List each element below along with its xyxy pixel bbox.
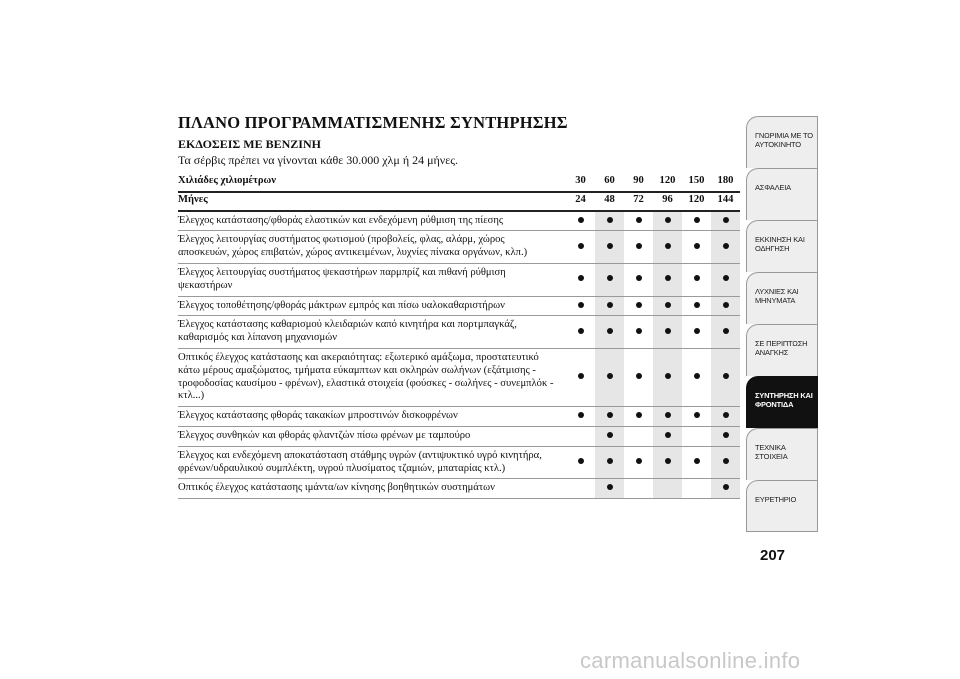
bullet-icon xyxy=(578,243,584,249)
bullet-icon xyxy=(578,328,584,334)
bullet-icon xyxy=(607,275,613,281)
header-value: 30 xyxy=(575,175,586,186)
bullet-icon xyxy=(665,328,671,334)
header-label: Χιλιάδες χιλιομέτρων xyxy=(178,175,277,186)
interval-cell xyxy=(653,296,682,316)
row-description: Έλεγχος λειτουργίας συστήματος φωτισμού (προβολείς, φλας, αλάρμ, χώρος αποσκευών, χώρος επιβατών, χώρος αντικειμένων, λυχνίες πίνακα οργάνων, κλπ.) xyxy=(178,234,528,259)
interval-cell xyxy=(595,231,624,264)
row-description: Οπτικός έλεγχος κατάστασης ιμάντα/ων κίνησης βοηθητικών συστημάτων xyxy=(178,482,495,494)
interval-cell xyxy=(624,479,653,499)
row-description: Οπτικός έλεγχος κατάστασης και ακεραιότητας: εξωτερικό αμάξωμα, προστατευτικό κάτω μέρους αμαξώματος, τμήματα εύκαμπτων και σκληρών σωλήνων (εξάτμισης - τροφοδοσίας καυσίμου - φρένων), ελαστικά στοιχεία (φούσκες - σωλήνες - συνεμπλόκ - κτλ...) xyxy=(178,351,554,402)
interval-cell xyxy=(566,348,595,406)
interval-cell xyxy=(566,479,595,499)
bullet-icon xyxy=(723,458,729,464)
table-header-row xyxy=(178,192,740,211)
chapter-tab[interactable]: ΣΥΝΤΗΡΗΣΗ ΚΑΙ ΦΡΟΝΤΙΔΑ xyxy=(746,376,818,428)
interval-cell xyxy=(682,479,711,499)
chapter-tab[interactable]: ΓΝΩΡΙΜΙΑ ΜΕ ΤΟ ΑΥΤΟΚΙΝΗΤΟ xyxy=(746,116,818,168)
table-row xyxy=(178,426,740,446)
bullet-icon xyxy=(607,412,613,418)
bullet-icon xyxy=(694,302,700,308)
bullet-icon xyxy=(665,302,671,308)
bullet-icon xyxy=(607,458,613,464)
table-row xyxy=(178,479,740,499)
bullet-icon xyxy=(607,217,613,223)
header-value: 90 xyxy=(633,175,644,186)
interval-cell xyxy=(566,296,595,316)
interval-cell xyxy=(595,296,624,316)
bullet-icon xyxy=(665,275,671,281)
interval-cell xyxy=(653,316,682,349)
header-value: 150 xyxy=(688,175,705,186)
interval-cell xyxy=(653,446,682,479)
bullet-icon xyxy=(636,458,642,464)
header-value: 24 xyxy=(575,193,586,205)
bullet-icon xyxy=(723,275,729,281)
interval-cell xyxy=(624,211,653,231)
table-row xyxy=(178,446,740,479)
interval-cell xyxy=(711,426,740,446)
bullet-icon xyxy=(665,432,671,438)
bullet-icon xyxy=(636,243,642,249)
table-row xyxy=(178,231,740,264)
table-header-row xyxy=(178,174,740,192)
interval-cell xyxy=(682,316,711,349)
interval-cell xyxy=(624,407,653,427)
table-row xyxy=(178,263,740,296)
chapter-tab[interactable]: ΛΥΧΝΙΕΣ ΚΑΙ ΜΗΝΥΜΑΤΑ xyxy=(746,272,818,324)
page-title: ΠΛΑΝΟ ΠΡΟΓΡΑΜΜΑΤΙΣΜΕΝΗΣ ΣΥΝΤΗΡΗΣΗΣ xyxy=(178,113,568,132)
interval-cell xyxy=(711,211,740,231)
interval-cell xyxy=(624,316,653,349)
chapter-tabs xyxy=(746,116,818,532)
bullet-icon xyxy=(578,373,584,379)
interval-cell xyxy=(624,263,653,296)
interval-cell xyxy=(566,426,595,446)
interval-cell xyxy=(595,479,624,499)
bullet-icon xyxy=(723,328,729,334)
interval-cell xyxy=(653,231,682,264)
header-value: 96 xyxy=(662,193,673,205)
bullet-icon xyxy=(694,275,700,281)
header-value: 72 xyxy=(633,193,644,205)
row-description: Έλεγχος κατάστασης φθοράς τακακίων μπροστινών δισκοφρένων xyxy=(178,410,458,422)
bullet-icon xyxy=(723,484,729,490)
bullet-icon xyxy=(578,217,584,223)
bullet-icon xyxy=(694,373,700,379)
interval-cell xyxy=(595,426,624,446)
interval-cell xyxy=(682,407,711,427)
interval-cell xyxy=(682,231,711,264)
row-description: Έλεγχος κατάστασης καθαρισμού κλειδαριών καπό κινητήρα και πορτμπαγκάζ, καθαρισμός και λίπανση μηχανισμών xyxy=(178,319,517,344)
interval-cell xyxy=(682,263,711,296)
interval-cell xyxy=(682,296,711,316)
table-row xyxy=(178,211,740,231)
interval-cell xyxy=(566,446,595,479)
interval-cell xyxy=(682,446,711,479)
interval-cell xyxy=(653,407,682,427)
bullet-icon xyxy=(636,412,642,418)
interval-cell xyxy=(711,316,740,349)
bullet-icon xyxy=(723,432,729,438)
interval-cell xyxy=(595,348,624,406)
bullet-icon xyxy=(665,412,671,418)
interval-cell xyxy=(653,211,682,231)
interval-cell xyxy=(566,407,595,427)
page-number: 207 xyxy=(760,547,786,564)
interval-cell xyxy=(624,426,653,446)
interval-cell xyxy=(595,407,624,427)
bullet-icon xyxy=(607,328,613,334)
table-row xyxy=(178,296,740,316)
bullet-icon xyxy=(578,275,584,281)
interval-cell xyxy=(624,446,653,479)
interval-cell xyxy=(711,479,740,499)
bullet-icon xyxy=(723,412,729,418)
interval-cell xyxy=(566,231,595,264)
header-value: 120 xyxy=(688,193,705,205)
chapter-tab[interactable]: ΣΕ ΠΕΡΙΠΤΩΣΗ ΑΝΑΓΚΗΣ xyxy=(746,324,818,376)
interval-cell xyxy=(682,211,711,231)
interval-cell xyxy=(711,348,740,406)
bullet-icon xyxy=(578,302,584,308)
bullet-icon xyxy=(694,412,700,418)
bullet-icon xyxy=(636,373,642,379)
chapter-tab[interactable]: ΕΚΚΙΝΗΣΗ ΚΑΙ ΟΔΗΓΗΣΗ xyxy=(746,220,818,272)
bullet-icon xyxy=(665,217,671,223)
chapter-tab[interactable]: ΤΕΧΝΙΚΑ ΣΤΟΙΧΕΙΑ xyxy=(746,428,818,480)
interval-cell xyxy=(653,348,682,406)
bullet-icon xyxy=(723,243,729,249)
bullet-icon xyxy=(578,412,584,418)
table-row xyxy=(178,348,740,406)
row-description: Έλεγχος και ενδεχόμενη αποκατάσταση στάθμης υγρών (αντιψυκτικό υγρό κινητήρα, φρένων/υδραυλικού συμπλέκτη, υγρού πλυσίματος τζαμιών, μπαταρίας κτλ.) xyxy=(178,449,542,474)
table-row xyxy=(178,316,740,349)
table-row xyxy=(178,407,740,427)
interval-cell xyxy=(595,446,624,479)
header-value: 144 xyxy=(717,193,734,205)
interval-cell xyxy=(566,263,595,296)
bullet-icon xyxy=(636,302,642,308)
bullet-icon xyxy=(723,217,729,223)
intro-text: Τα σέρβις πρέπει να γίνονται κάθε 30.000 χλμ ή 24 μήνες. xyxy=(178,153,459,167)
interval-cell xyxy=(595,316,624,349)
bullet-icon xyxy=(723,302,729,308)
header-value: 60 xyxy=(604,175,615,186)
interval-cell xyxy=(653,426,682,446)
header-value: 48 xyxy=(604,193,615,205)
interval-cell xyxy=(566,211,595,231)
watermark: carmanualsonline.info xyxy=(580,648,801,673)
interval-cell xyxy=(595,211,624,231)
bullet-icon xyxy=(665,458,671,464)
bullet-icon xyxy=(578,458,584,464)
interval-cell xyxy=(711,407,740,427)
interval-cell xyxy=(624,348,653,406)
row-description: Έλεγχος λειτουργίας συστήματος ψεκαστήρων παρμπρίζ και πιθανή ρύθμιση ψεκαστήρων xyxy=(178,266,506,291)
bullet-icon xyxy=(607,484,613,490)
row-description: Έλεγχος κατάστασης/φθοράς ελαστικών και ενδεχόμενη ρύθμιση της πίεσης xyxy=(178,214,504,226)
bullet-icon xyxy=(636,275,642,281)
interval-cell xyxy=(595,263,624,296)
chapter-tab[interactable]: ΕΥΡΕΤΗΡΙΟ xyxy=(746,480,818,532)
bullet-icon xyxy=(607,302,613,308)
section-subtitle: ΕΚΔΟΣΕΙΣ ΜΕ ΒΕΝΖΙΝΗ xyxy=(178,137,321,151)
interval-cell xyxy=(624,296,653,316)
row-description: Έλεγχος τοποθέτησης/φθοράς μάκτρων εμπρός και πίσω υαλοκαθαριστήρων xyxy=(178,299,505,311)
bullet-icon xyxy=(694,243,700,249)
interval-cell xyxy=(711,231,740,264)
maintenance-schedule-table xyxy=(178,174,740,499)
interval-cell xyxy=(711,296,740,316)
interval-cell xyxy=(566,316,595,349)
bullet-icon xyxy=(636,217,642,223)
header-label: Μήνες xyxy=(178,193,208,205)
bullet-icon xyxy=(607,243,613,249)
header-value: 120 xyxy=(659,175,676,186)
interval-cell xyxy=(624,231,653,264)
bullet-icon xyxy=(694,458,700,464)
interval-cell xyxy=(711,446,740,479)
bullet-icon xyxy=(665,243,671,249)
interval-cell xyxy=(653,479,682,499)
bullet-icon xyxy=(723,373,729,379)
bullet-icon xyxy=(694,217,700,223)
row-description: Έλεγχος συνθηκών και φθοράς φλαντζών πίσω φρένων με ταμπούρο xyxy=(178,429,471,441)
bullet-icon xyxy=(607,432,613,438)
bullet-icon xyxy=(636,328,642,334)
chapter-tab[interactable]: ΑΣΦΑΛΕΙΑ xyxy=(746,168,818,220)
interval-cell xyxy=(682,426,711,446)
bullet-icon xyxy=(694,328,700,334)
interval-cell xyxy=(711,263,740,296)
interval-cell xyxy=(653,263,682,296)
header-value: 180 xyxy=(717,175,734,186)
bullet-icon xyxy=(607,373,613,379)
bullet-icon xyxy=(665,373,671,379)
interval-cell xyxy=(682,348,711,406)
